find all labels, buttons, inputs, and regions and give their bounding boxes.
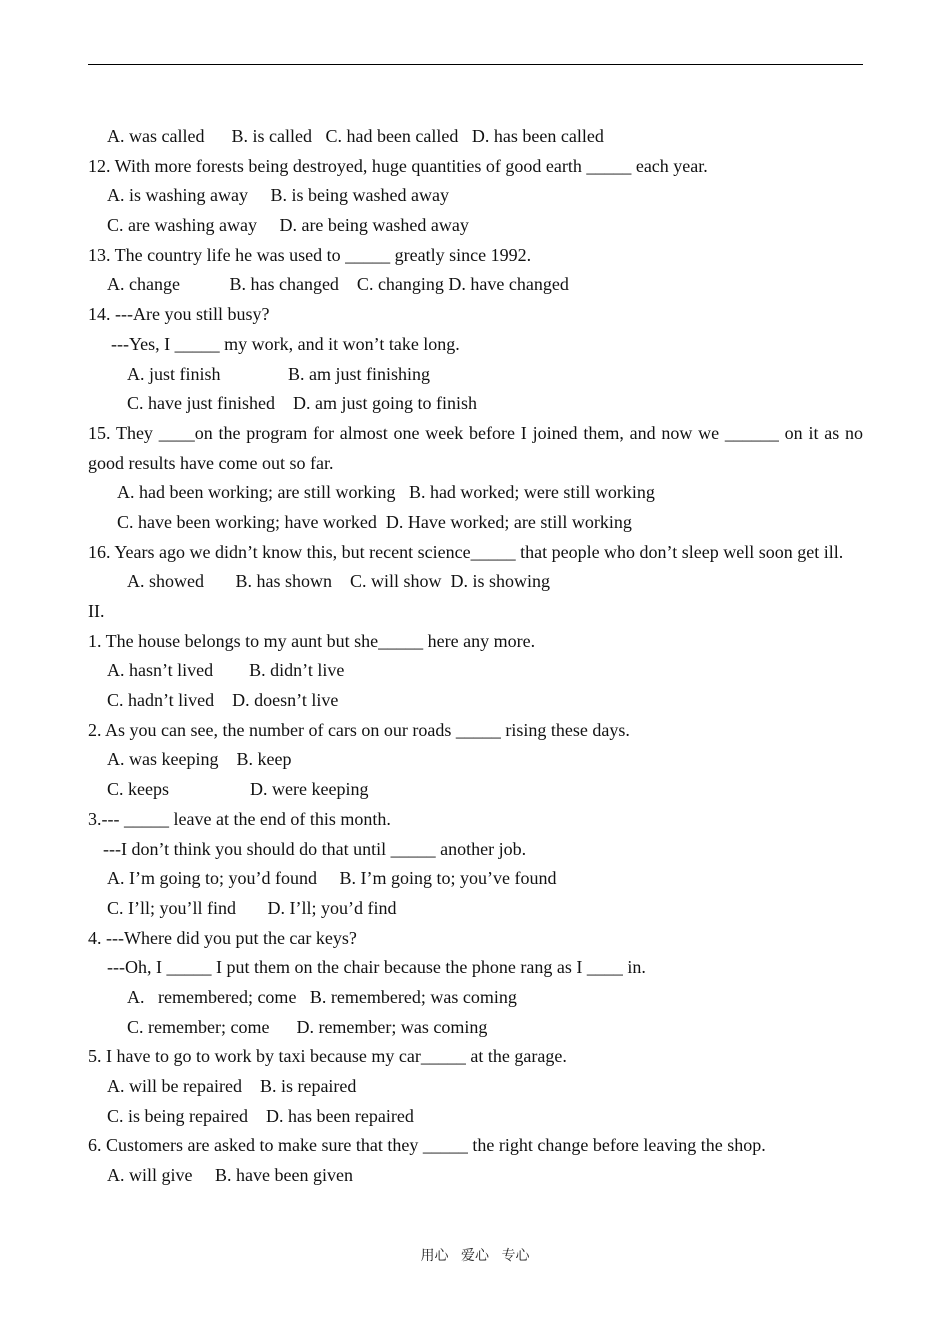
- option-line: C. are washing away D. are being washed away: [107, 215, 469, 236]
- option-line: A. had been working; are still working B. had worked; were still working: [117, 482, 655, 503]
- document-body: [88, 122, 863, 1191]
- option-line: A. remembered; come B. remembered; was coming: [127, 986, 517, 1007]
- option-line: A. change B. has changed C. changing D. have changed: [107, 274, 569, 295]
- option-line: A. just finish B. am just finishing: [127, 363, 431, 384]
- option-line: C. have just finished D. am just going to finish: [127, 393, 477, 414]
- page-footer: 用心 爱心 专心: [420, 1248, 530, 1264]
- dialogue-line: ---Yes, I _____ my work, and it won’t take long.: [111, 333, 460, 354]
- dialogue-line: ---I don’t think you should do that until _____ another job.: [103, 838, 527, 859]
- option-line: A. hasn’t lived B. didn’t live: [107, 660, 345, 681]
- section-heading: II.: [88, 601, 105, 622]
- option-line: C. keeps D. were keeping: [107, 779, 369, 800]
- option-line: A. was called B. is called C. had been called D. has been called: [107, 126, 604, 146]
- option-line: A. showed B. has shown C. will show D. is showing: [127, 571, 551, 592]
- option-line: C. I’ll; you’ll find D. I’ll; you’d find: [107, 897, 397, 918]
- option-line: C. hadn’t lived D. doesn’t live: [107, 690, 339, 711]
- question-12: 12. With more forests being destroyed, huge quantities of good earth _____ each year.: [88, 155, 708, 176]
- option-line: C. have been working; have worked D. Have worked; are still working: [117, 511, 632, 532]
- question-5: 5. I have to go to work by taxi because my car_____ at the garage.: [88, 1046, 567, 1067]
- option-line: A. will give B. have been given: [107, 1165, 353, 1186]
- question-4: 4. ---Where did you put the car keys?: [88, 927, 357, 948]
- question-2: 2. As you can see, the number of cars on our roads _____ rising these days.: [88, 719, 630, 740]
- option-line: A. was keeping B. keep: [107, 749, 292, 770]
- question-14: 14. ---Are you still busy?: [88, 304, 270, 325]
- question-13: 13. The country life he was used to _____ greatly since 1992.: [88, 244, 532, 265]
- option-line: A. will be repaired B. is repaired: [107, 1076, 357, 1097]
- question-1: 1. The house belongs to my aunt but she_____ here any more.: [88, 630, 536, 651]
- option-line: A. is washing away B. is being washed away: [107, 185, 449, 206]
- header-rule: [88, 64, 863, 65]
- question-15: 15. They ____on the program for almost one week before I joined them, and now we ______ on it as no good results have come out so far.: [88, 422, 863, 473]
- question-3: 3.--- _____ leave at the end of this month.: [88, 808, 391, 829]
- option-line: A. I’m going to; you’d found B. I’m going to; you’ve found: [107, 868, 557, 889]
- option-line: C. remember; come D. remember; was coming: [127, 1016, 488, 1037]
- dialogue-line: ---Oh, I _____ I put them on the chair because the phone rang as I ____ in.: [107, 957, 646, 978]
- option-line: C. is being repaired D. has been repaired: [107, 1105, 414, 1126]
- question-6: 6. Customers are asked to make sure that they _____ the right change before leaving the shop.: [88, 1135, 766, 1156]
- question-16: 16. Years ago we didn’t know this, but recent science_____ that people who don’t sleep well soon get ill.: [88, 541, 844, 562]
